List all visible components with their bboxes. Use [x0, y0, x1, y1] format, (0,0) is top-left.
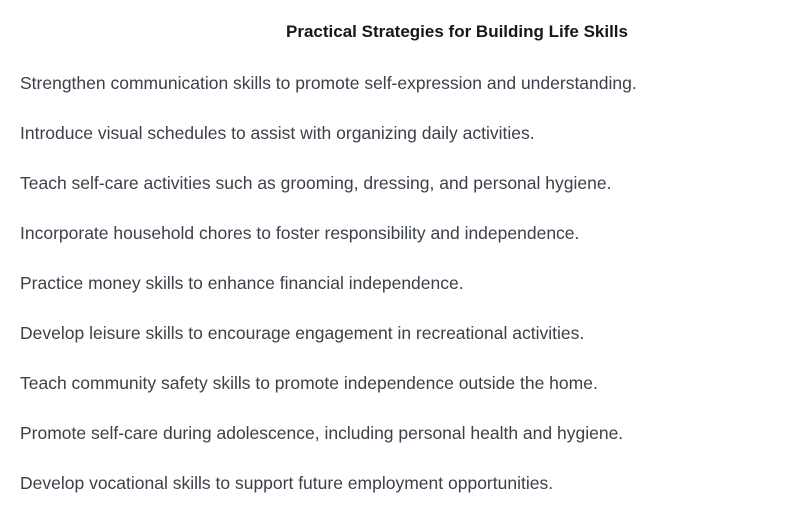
- list-item: Practice money skills to enhance financial independence.: [20, 273, 464, 293]
- strategy-list: [20, 70, 637, 512]
- list-item: Promote self-care during adolescence, including personal health and hygiene.: [20, 423, 624, 443]
- list-item: Strengthen communication skills to promote self-expression and understanding.: [20, 73, 637, 93]
- list-item: Teach community safety skills to promote independence outside the home.: [20, 373, 598, 393]
- list-item: Incorporate household chores to foster responsibility and independence.: [20, 223, 580, 243]
- list-item: Develop leisure skills to encourage engagement in recreational activities.: [20, 323, 585, 343]
- list-item: Develop vocational skills to support future employment opportunities.: [20, 473, 554, 493]
- list-item: Teach self-care activities such as grooming, dressing, and personal hygiene.: [20, 173, 612, 193]
- page-title: Practical Strategies for Building Life Skills: [286, 22, 628, 41]
- list-item: Introduce visual schedules to assist with organizing daily activities.: [20, 123, 535, 143]
